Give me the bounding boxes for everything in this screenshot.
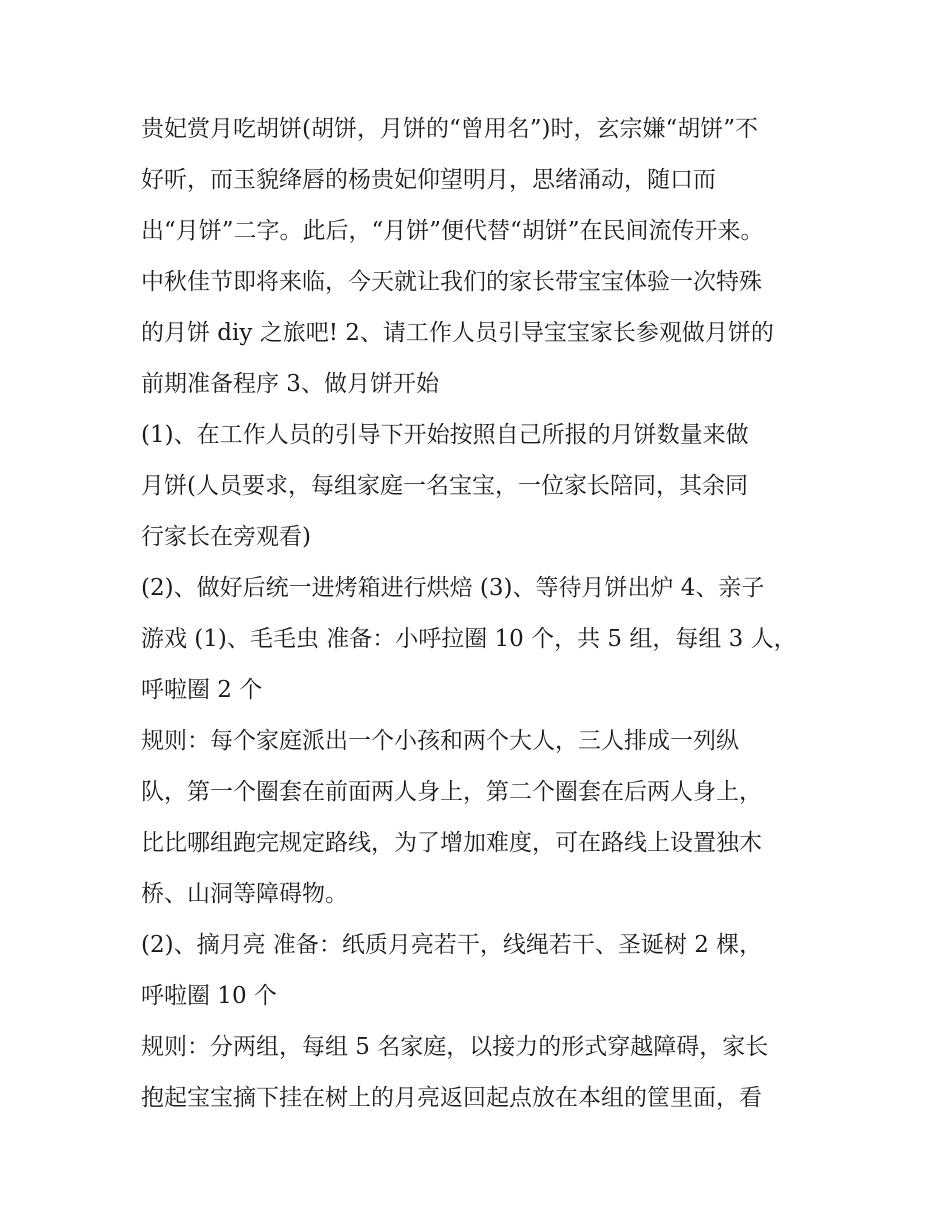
text-line: 贵妃赏月吃胡饼(胡饼，月饼的“曾用名”)时，玄宗嫌“胡饼”不 — [141, 116, 758, 142]
text-line: 出“月饼”二字。此后，“月饼”便代替“胡饼”在民间流传开来。 — [141, 218, 764, 244]
text-line: 桥、山洞等障碍物。 — [141, 881, 348, 907]
text-line: 规则：每个家庭派出一个小孩和两个大人，三人排成一列纵 — [141, 728, 739, 754]
text-line: 中秋佳节即将来临，今天就让我们的家长带宝宝体验一次特殊 — [141, 269, 762, 295]
text-line: 前期准备程序 3、做月饼开始 — [141, 371, 439, 397]
text-line: 好听，而玉貌绛唇的杨贵妃仰望明月，思绪涌动，随口而 — [141, 167, 716, 193]
text-line: (1)、在工作人员的引导下开始按照自己所报的月饼数量来做 — [141, 422, 749, 448]
text-line: 月饼(人员要求，每组家庭一名宝宝，一位家长陪同，其余同 — [141, 473, 748, 499]
text-line: 规则：分两组，每组 5 名家庭，以接力的形式穿越障碍，家长 — [141, 1034, 769, 1060]
text-line: 队，第一个圈套在前面两人身上，第二个圈套在后两人身上， — [141, 779, 762, 805]
text-line: 呼啦圈 2 个 — [141, 677, 263, 703]
text-line: 行家长在旁观看) — [141, 524, 311, 550]
text-line: 比比哪组跑完规定路线，为了增加难度，可在路线上设置独木 — [141, 830, 762, 856]
text-line: 呼啦圈 10 个 — [141, 983, 277, 1009]
text-line: 抱起宝宝摘下挂在树上的月亮返回起点放在本组的筐里面，看 — [141, 1085, 762, 1111]
text-line: 游戏 (1)、毛毛虫 准备：小呼拉圈 10 个，共 5 组，每组 3 人， — [141, 626, 797, 652]
text-line: (2)、摘月亮 准备：纸质月亮若干，线绳若干、圣诞树 2 棵， — [141, 932, 763, 958]
text-line: 的月饼 diy 之旅吧! 2、请工作人员引导宝宝家长参观做月饼的 — [141, 320, 774, 346]
text-line: (2)、做好后统一进烤箱进行烘焙 (3)、等待月饼出炉 4、亲子 — [141, 575, 765, 601]
body-text — [141, 104, 841, 1124]
